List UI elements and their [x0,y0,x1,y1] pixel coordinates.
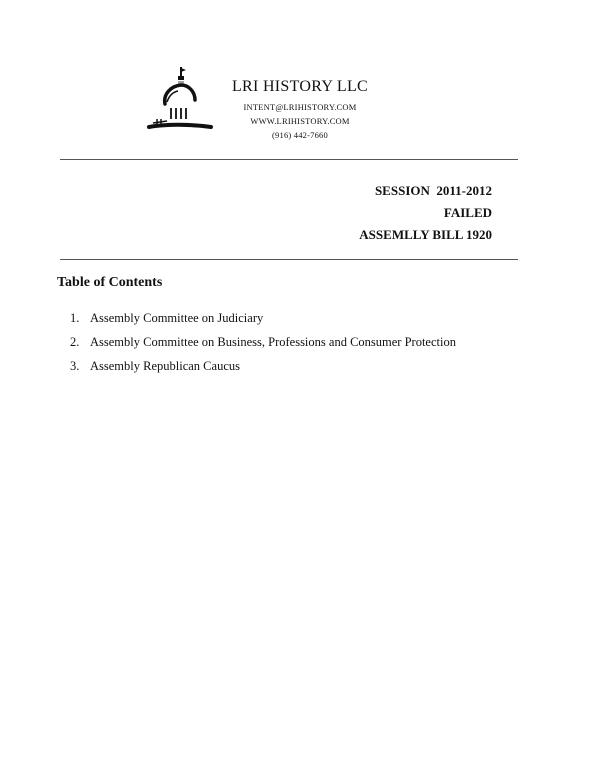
toc-item-label: Assembly Committee on Business, Professions and Consumer Protection [90,335,456,349]
toc-item-number: 3. [70,359,80,373]
divider-top [60,159,518,160]
toc-item-republican-caucus[interactable] [70,354,456,378]
company-name: LRI HISTORY LLC [231,78,369,95]
contact-phone: (916) 442-7660 [272,130,328,140]
toc-list [70,306,456,378]
contact-email: INTENT@LRIHISTORY.COM [243,102,357,112]
contact-website: WWW.LRIHISTORY.COM [250,116,350,126]
toc-item-number: 2. [70,335,80,349]
toc-item-judiciary[interactable] [70,306,456,330]
bill-info [359,180,492,246]
bill-name: ASSEMLLY BILL 1920 [359,227,492,242]
toc-item-label: Assembly Committee on Judiciary [90,311,264,325]
toc-item-number: 1. [70,311,80,325]
divider-bottom [60,259,518,260]
toc-title: Table of Contents [57,275,163,290]
letterhead [200,78,400,142]
toc-item-label: Assembly Republican Caucus [90,359,240,373]
toc-item-business-professions[interactable] [70,330,456,354]
bill-status: FAILED [443,205,492,220]
session-label: SESSION 2011-2012 [374,183,492,198]
